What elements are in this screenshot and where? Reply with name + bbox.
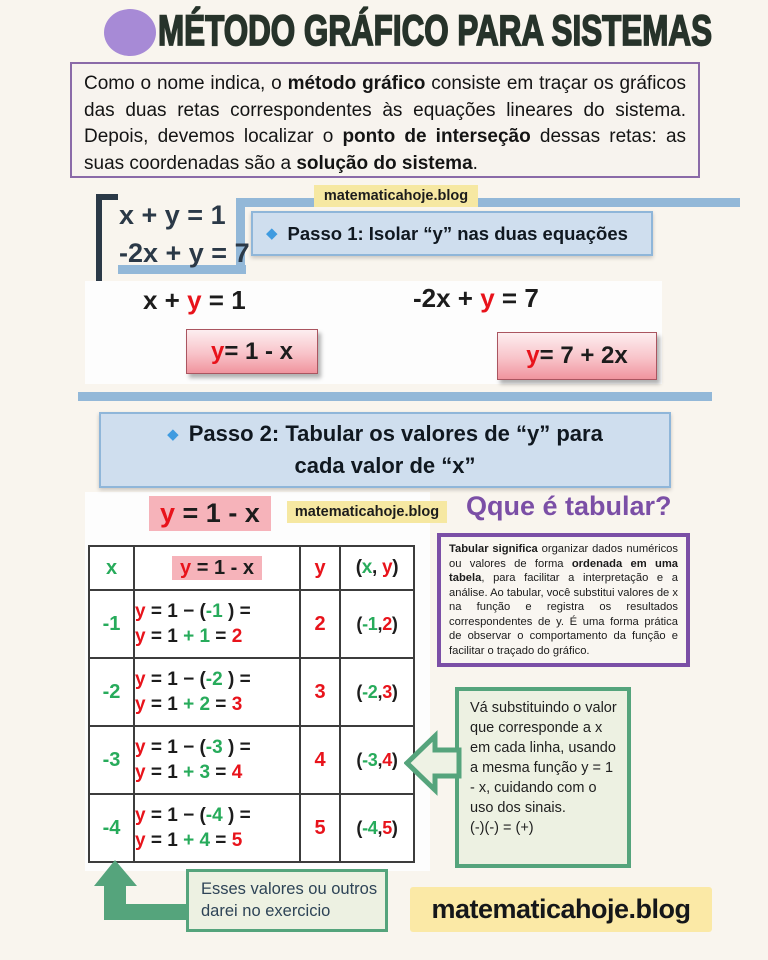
step2-box bbox=[99, 412, 671, 488]
equation-right: -2x + y = 7 bbox=[413, 283, 539, 313]
system-equation-2: -2x + y = 7 bbox=[119, 238, 250, 269]
page-title: MÉTODO GRÁFICO PARA SISTEMAS bbox=[158, 7, 713, 55]
step2-line1-row bbox=[167, 418, 603, 450]
cell-pair: (-4,5) bbox=[340, 794, 414, 862]
tabular-question-title: Qque é tabular? bbox=[466, 491, 672, 521]
table-header-row bbox=[89, 546, 414, 590]
cell-x: -2 bbox=[89, 658, 134, 726]
cell-equation: y = 1 − (-3 ) = y = 1 + 3 = 4 bbox=[134, 726, 300, 794]
blue-divider bbox=[78, 392, 712, 401]
cell-x: -4 bbox=[89, 794, 134, 862]
blog-watermark-bottom: matematicahoje.blog bbox=[410, 887, 712, 932]
equation-system bbox=[119, 196, 250, 273]
col-header-y: y bbox=[300, 546, 340, 590]
formula-highlight: y = 1 - x bbox=[172, 556, 262, 580]
diamond-bullet-icon: ◆ bbox=[266, 225, 278, 242]
cell-equation: y = 1 − (-4 ) = y = 1 + 4 = 5 bbox=[134, 794, 300, 862]
step1-label: Passo 1: Isolar “y” nas duas equações bbox=[287, 222, 628, 244]
system-equation-1: x + y = 1 bbox=[119, 200, 226, 230]
table-body bbox=[89, 590, 414, 862]
cell-y: 5 bbox=[300, 794, 340, 862]
cell-equation: y = 1 − (-2 ) = y = 1 + 2 = 3 bbox=[134, 658, 300, 726]
table-row bbox=[89, 658, 414, 726]
cell-x: -3 bbox=[89, 726, 134, 794]
step1-box bbox=[251, 211, 653, 256]
hint-rule: (-)(-) = (+) bbox=[470, 820, 534, 836]
cell-y: 4 bbox=[300, 726, 340, 794]
diamond-bullet-icon: ◆ bbox=[167, 425, 179, 443]
blog-watermark-middle: matematicahoje.blog bbox=[287, 501, 447, 523]
intro-paragraph: Como o nome indica, o método gráfico consiste em traçar os gráficos das duas retas correspondentes às equações lineares do sistema. Depois, devemos localizar o ponto de interseção dessas retas: as suas coordenadas são a solução do sistema. bbox=[70, 62, 700, 178]
system-bracket bbox=[96, 194, 118, 290]
step2-label-line1: Passo 2: Tabular os valores de “y” para bbox=[188, 421, 603, 447]
blog-watermark-top: matematicahoje.blog bbox=[314, 185, 478, 207]
hint-box bbox=[455, 687, 631, 868]
table-row bbox=[89, 794, 414, 862]
result-box-right: y = 7 + 2x bbox=[497, 332, 657, 380]
tabulation-table bbox=[88, 545, 415, 863]
blue-line-top bbox=[236, 198, 740, 207]
result-box-left: y = 1 - x bbox=[186, 329, 318, 374]
cell-pair: (-1,2) bbox=[340, 590, 414, 658]
cell-pair: (-2,3) bbox=[340, 658, 414, 726]
step2-label-line2: cada valor de “x” bbox=[294, 453, 476, 478]
arrow-left-icon bbox=[404, 729, 462, 797]
formula-label: y = 1 - x bbox=[149, 496, 271, 531]
cell-y: 3 bbox=[300, 658, 340, 726]
cell-x: -1 bbox=[89, 590, 134, 658]
cell-equation: y = 1 − (-1 ) = y = 1 + 1 = 2 bbox=[134, 590, 300, 658]
col-header-pair: (x, y) bbox=[340, 546, 414, 590]
table-row bbox=[89, 726, 414, 794]
col-header-formula bbox=[134, 546, 300, 590]
col-header-x: x bbox=[89, 546, 134, 590]
cell-pair: (-3,4) bbox=[340, 726, 414, 794]
values-note-box: Esses valores ou outros darei no exercicio bbox=[186, 869, 388, 932]
cell-y: 2 bbox=[300, 590, 340, 658]
hint-text: Vá substituindo o valor que corresponde a x em cada linha, usando a mesma função y = 1 - x, cuidando com o uso dos sinais. bbox=[470, 700, 617, 816]
purple-dot-icon bbox=[104, 9, 156, 56]
equation-left: x + y = 1 bbox=[143, 285, 246, 315]
arrow-up-icon bbox=[94, 860, 194, 924]
table-row bbox=[89, 590, 414, 658]
tabular-definition-box: Tabular significa organizar dados numéricos ou valores de forma ordenada em uma tabela, para facilitar a interpretação e a análise. Ao tabular, você substitui valores de x na função e registra os resultados correspondentes de y. É uma forma prática de observar o comportamento da função e facilitar o traçado do gráfico. bbox=[437, 533, 690, 667]
